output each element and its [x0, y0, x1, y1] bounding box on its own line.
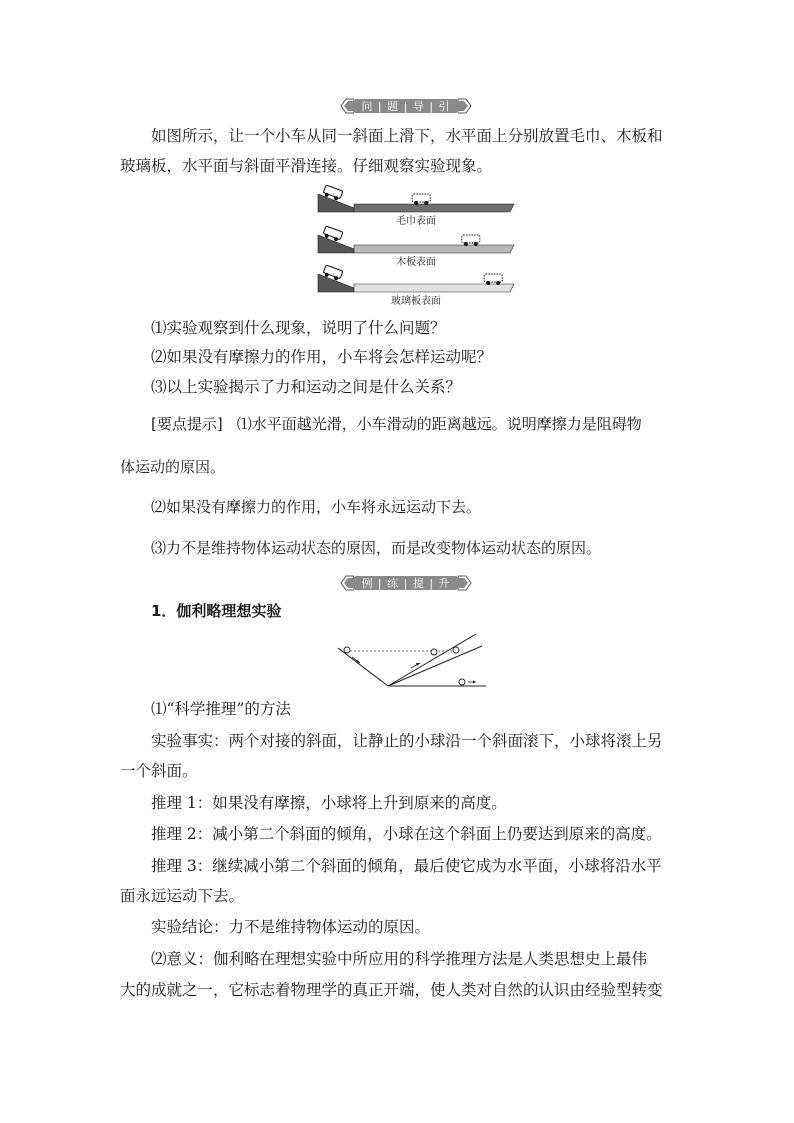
galileo-experiment-figure — [336, 630, 488, 688]
question-1: ⑴实验观察到什么现象，说明了什么问题？ — [151, 319, 446, 337]
fact-line-1: 实验事实：两个对接的斜面，让静止的小球沿一个斜面滚下，小球将滚上另 — [151, 732, 663, 750]
caption-wood: 木板表面 — [396, 257, 436, 268]
horizontal-surface — [354, 245, 514, 253]
hint-label: [要点提示] — [151, 415, 223, 433]
reasoning-2: 推理 2：减小第二个斜面的倾角，小球在这个斜面上仍要达到原来的高度。 — [151, 825, 662, 843]
significance-line-2: 大的成就之一，它标志着物理学的真正开端，使人类对自然的认识由经验型转变 — [120, 981, 663, 999]
intro-line-2: 玻璃板，水平面与斜面平滑连接。仔细观察实验现象。 — [120, 157, 493, 175]
question-2: ⑵如果没有摩擦力的作用，小车将会怎样运动呢？ — [151, 348, 493, 366]
example-heading: 1．伽利略理想实验 — [151, 602, 282, 620]
car-stop-icon — [484, 274, 502, 285]
banner-left-cap-icon — [340, 97, 354, 115]
reasoning-1: 推理 1：如果没有摩擦，小球将上升到原来的高度。 — [151, 794, 507, 812]
section-banner-practice — [340, 574, 472, 592]
banner-right-cap-icon — [458, 97, 472, 115]
subheading-method: ⑴“科学推理”的方法 — [151, 700, 291, 718]
horizontal-surface — [354, 284, 514, 292]
reasoning-3-line-1: 推理 3：继续减小第二个斜面的倾角，最后使它成为水平面，小球将沿水平 — [151, 857, 662, 875]
horizontal-surface — [354, 204, 514, 212]
question-3: ⑶以上实验揭示了力和运动之间是什么关系？ — [151, 378, 462, 396]
conclusion: 实验结论：力不是维持物体运动的原因。 — [151, 918, 431, 936]
hint-line-2: 体运动的原因。 — [120, 458, 226, 476]
banner-left-cap-icon — [340, 574, 354, 592]
banner-right-cap-icon — [458, 574, 472, 592]
hint-line-1 — [151, 414, 681, 434]
car-stop-icon — [462, 235, 480, 246]
section-banner-guide — [340, 97, 472, 115]
caption-glass: 玻璃板表面 — [391, 296, 441, 307]
significance-line-1: ⑵意义：伽利略在理想实验中所应用的科学推理方法是人类思想史上最伟 — [151, 950, 648, 968]
reasoning-3-line-2: 面永远运动下去。 — [120, 887, 245, 905]
hint-text-1: ⑴水平面越光滑，小车滑动的距离越远。说明摩擦力是阻碍物 — [236, 415, 642, 433]
banner-title: 问 | 题 | 导 | 引 — [361, 100, 451, 113]
intro-line-1: 如图所示，让一个小车从同一斜面上滑下，水平面上分别放置毛巾、木板和 — [151, 127, 663, 145]
car-stop-icon — [412, 194, 430, 205]
hint-2: ⑵如果没有摩擦力的作用，小车将永远运动下去。 — [151, 498, 482, 516]
fact-line-2: 一个斜面。 — [120, 762, 198, 780]
caption-towel: 毛巾表面 — [396, 216, 436, 227]
hint-3: ⑶力不是维持物体运动状态的原因，而是改变物体运动状态的原因。 — [151, 539, 602, 557]
ramp-experiment-figure — [316, 184, 516, 308]
banner-title: 例 | 练 | 提 | 升 — [361, 577, 451, 590]
